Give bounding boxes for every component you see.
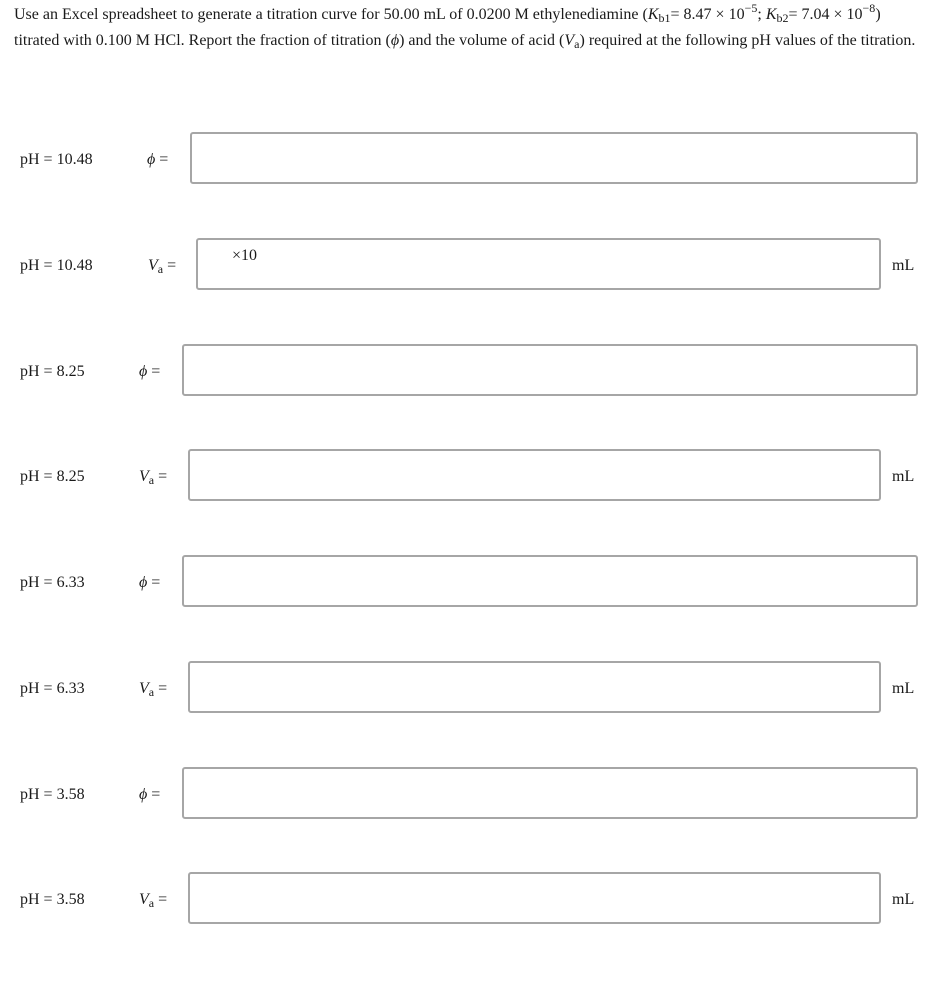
variable-symbol: ϕ	[139, 363, 148, 380]
answer-row	[0, 344, 940, 400]
variable-subscript: a	[148, 685, 155, 699]
question-middle: ) titrated with 0.100 M HCl. Report the fraction of titration (	[14, 6, 881, 49]
ph-label: pH = 8.25	[20, 468, 85, 485]
volume-input[interactable]	[188, 661, 881, 713]
variable-symbol: ϕ	[139, 574, 148, 591]
variable-symbol: V	[148, 257, 158, 274]
phi-symbol: ϕ	[390, 32, 400, 49]
answer-row	[0, 872, 940, 928]
answer-row	[0, 767, 940, 823]
ph-label: pH = 10.48	[20, 257, 93, 274]
phi-input[interactable]	[182, 555, 918, 607]
answer-row	[0, 449, 940, 505]
equals-sign: =	[154, 468, 168, 485]
va-symbol: V	[564, 32, 575, 49]
ph-label: pH = 10.48	[20, 151, 93, 168]
phi-input[interactable]	[182, 344, 918, 396]
variable-subscript: a	[148, 473, 155, 487]
kb2-symbol: K	[765, 6, 777, 23]
ph-label: pH = 6.33	[20, 574, 85, 591]
variable-symbol: V	[139, 680, 149, 697]
variable-symbol: V	[139, 891, 149, 908]
answer-row	[0, 132, 940, 188]
unit-label: mL	[892, 891, 915, 908]
kb1-subscript: b1	[658, 11, 671, 25]
phi-input[interactable]	[182, 767, 918, 819]
variable-subscript: a	[148, 896, 155, 910]
variable-label	[139, 784, 160, 806]
volume-input[interactable]	[188, 872, 881, 924]
question-middle2: ) and the volume of acid (	[399, 32, 565, 49]
kb1-symbol: K	[647, 6, 659, 23]
unit-label: mL	[892, 680, 915, 697]
kb2-subscript: b2	[776, 11, 789, 25]
ph-label: pH = 8.25	[20, 363, 85, 380]
equals-sign: =	[147, 574, 161, 591]
question-ending: ) required at the following pH values of the titration.	[579, 32, 916, 49]
volume-input[interactable]	[196, 238, 881, 290]
equals-sign: =	[163, 257, 177, 274]
unit-label: mL	[892, 257, 915, 274]
variable-label	[139, 466, 167, 488]
equals-sign: =	[155, 151, 169, 168]
volume-input[interactable]	[188, 449, 881, 501]
equals-sign: =	[154, 891, 168, 908]
answer-row	[0, 555, 940, 611]
variable-label	[139, 678, 167, 700]
kb2-value: = 7.04 × 10	[788, 6, 863, 23]
question-text	[14, 2, 926, 54]
kb1-value: = 8.47 × 10	[670, 6, 745, 23]
variable-label	[148, 255, 176, 277]
variable-symbol: V	[139, 468, 149, 485]
answer-row	[0, 661, 940, 717]
variable-label	[139, 361, 160, 383]
constant-separator: ;	[757, 6, 762, 23]
ph-label: pH = 6.33	[20, 680, 85, 697]
answer-row	[0, 238, 940, 294]
equals-sign: =	[147, 363, 161, 380]
variable-label	[139, 572, 160, 594]
equals-sign: =	[147, 786, 161, 803]
ph-label: pH = 3.58	[20, 891, 85, 908]
unit-label: mL	[892, 468, 915, 485]
variable-label	[147, 149, 168, 171]
exponent-hint: ×10	[232, 247, 258, 264]
va-subscript: a	[574, 37, 580, 51]
variable-symbol: ϕ	[139, 786, 148, 803]
kb2-exponent: −8	[862, 1, 876, 15]
question-intro: Use an Excel spreadsheet to generate a titration curve for 50.00 mL of 0.0200 M ethylenediamine (	[14, 6, 648, 23]
ph-label: pH = 3.58	[20, 786, 85, 803]
variable-symbol: ϕ	[147, 151, 156, 168]
phi-input[interactable]	[190, 132, 918, 184]
variable-label	[139, 889, 167, 911]
kb1-exponent: −5	[744, 1, 758, 15]
equals-sign: =	[154, 680, 168, 697]
variable-subscript: a	[157, 262, 164, 276]
